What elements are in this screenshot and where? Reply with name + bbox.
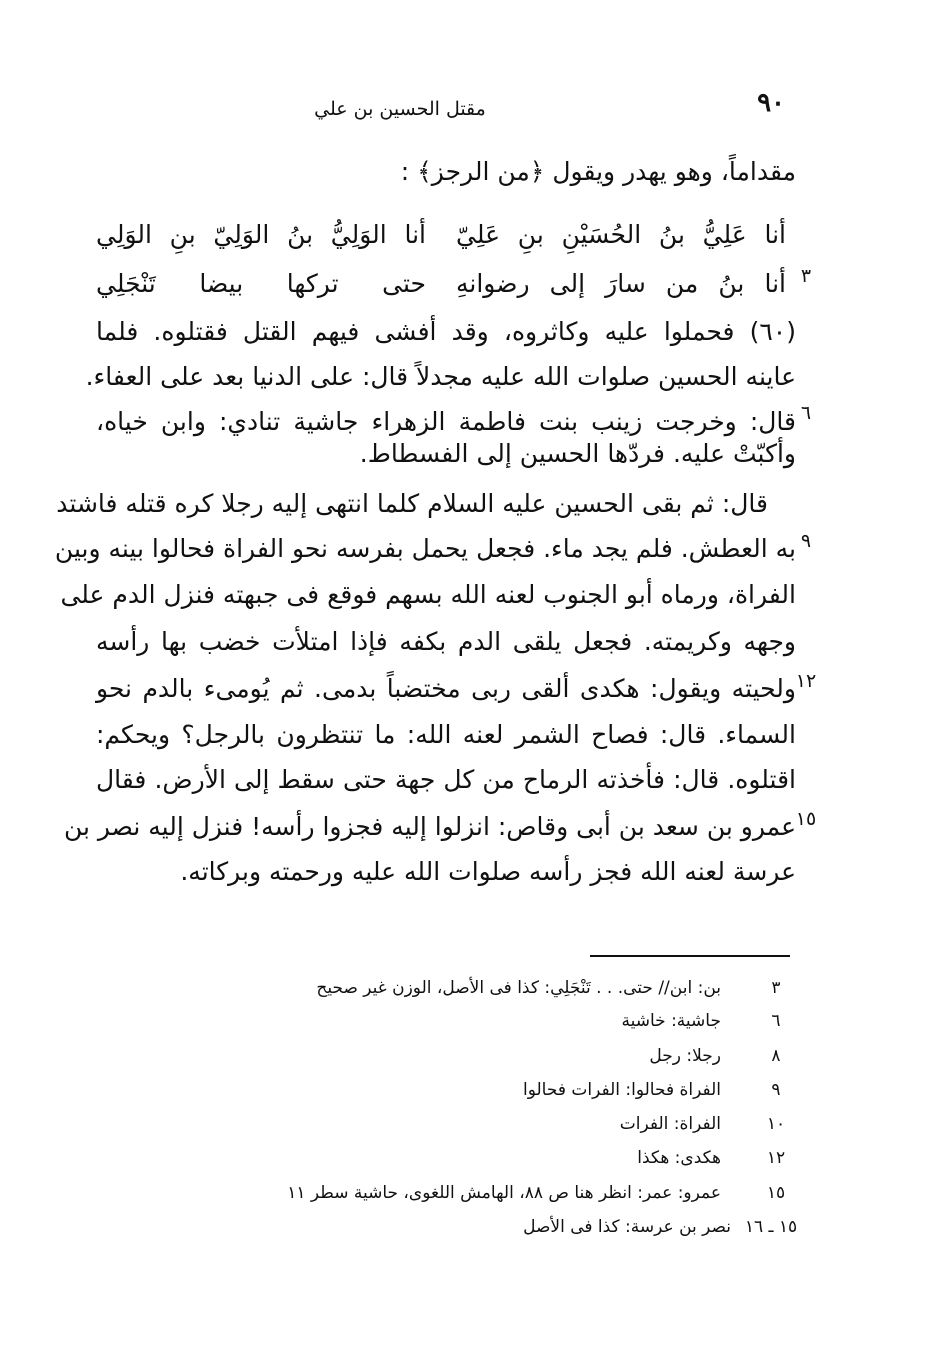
footnote-ref: ٩ bbox=[771, 1080, 781, 1100]
footnote-ref: ١٢ bbox=[766, 1148, 786, 1168]
text-line-3: عاينه الحسين صلوات الله عليه مجدلاً قال: على الدنيا بعد على العفاء. bbox=[85, 362, 796, 391]
footnote-text: نصر بن عرسة: كذا فى الأصل bbox=[523, 1217, 731, 1237]
line-number-9: ٩ bbox=[800, 530, 812, 552]
verse-1-right: أنا عَلِيُّ بنُ الحُسَيْنِ بنِ عَلِيّ bbox=[456, 220, 786, 249]
footnote-ref: ١٥ bbox=[766, 1183, 786, 1203]
text-line-11: السماء. قال: فصاح الشمر لعنه الله: ما تنتظرون بالرجل؟ ويحكم: bbox=[96, 720, 796, 749]
running-title: مقتل الحسين بن علي bbox=[314, 98, 486, 120]
text-line-6: قال: ثم بقى الحسين عليه السلام كلما انتهى إليه رجلا كره قتله فاشتد bbox=[56, 489, 768, 518]
text-line-13: عمرو بن سعد بن أبى وقاص: انزلوا إليه فجزوا رأسه! فنزل إليه نصر بن bbox=[63, 812, 796, 841]
line-number-15: ١٥ bbox=[795, 808, 817, 830]
footnote-text: الفراة: الفرات bbox=[619, 1114, 721, 1134]
footnote-text: بن: ابن// حتى. . . تَنْجَلِي: كذا فى الأصل، الوزن غير صحيح bbox=[316, 978, 721, 998]
text-line-5: وأكبّتْ عليه. فردّها الحسين إلى الفسطاط. bbox=[359, 439, 796, 468]
text-line-12: اقتلوه. قال: فأخذته الرماح من كل جهة حتى سقط إلى الأرض. فقال bbox=[96, 765, 796, 794]
text-line-2: (٦٠) فحملوا عليه وكاثروه، وقد أفشى فيهم القتل فقتلوه. فلما bbox=[96, 317, 796, 346]
footnote-text: هكدى: هكذا bbox=[637, 1148, 721, 1168]
footnote-ref: ٣ bbox=[771, 978, 781, 998]
text-line-4: قال: وخرجت زينب بنت فاطمة الزهراء جاشية تنادي: وابن خياه، bbox=[96, 407, 796, 436]
text-line-7: به العطش. فلم يجد ماء. فجعل يحمل بفرسه نحو الفراة فحالوا بينه وبين bbox=[54, 534, 796, 563]
footnote-text: جاشية: خاشية bbox=[621, 1011, 721, 1031]
footnote-ref: ٨ bbox=[771, 1046, 781, 1066]
verse-1-left: أنا الوَلِيُّ بنُ الوَلِيّ بنِ الوَلِي bbox=[96, 220, 426, 249]
text-line-10: ولحيته ويقول: هكدى ألقى ربى مختضباً بدمى. ثم يُومىء بالدم نحو bbox=[96, 674, 796, 703]
line-number-3: ٣ bbox=[800, 265, 812, 287]
footnote-ref: ٦ bbox=[771, 1011, 781, 1031]
text-line-8: الفراة، ورماه أبو الجنوب لعنه الله بسهم فوقع فى جبهته فنزل الدم على bbox=[60, 580, 796, 609]
footnote-ref: ١٥ ـ ١٦ bbox=[744, 1217, 798, 1237]
text-line-14: عرسة لعنه الله فجز رأسه صلوات الله عليه ورحمته وبركاته. bbox=[180, 857, 796, 886]
text-line-1: مقداماً، وهو يهدر ويقول ﴿من الرجز﴾ : bbox=[400, 157, 796, 186]
line-number-12: ١٢ bbox=[795, 670, 817, 692]
page-number: ٩٠ bbox=[757, 88, 785, 118]
verse-2-left: حتى تركها بيضا تَنْجَلِي bbox=[96, 269, 426, 298]
verse-2-right: أنا بنُ من سارَ إلى رضوانهِ bbox=[456, 269, 786, 298]
footnote-divider bbox=[590, 955, 790, 957]
footnote-text: عمرو: عمر: انظر هنا ص ٨٨، الهامش اللغوى، حاشية سطر ١١ bbox=[287, 1183, 721, 1203]
footnote-text: رجلا: رجل bbox=[649, 1046, 721, 1066]
footnote-text: الفراة فحالوا: الفرات فحالوا bbox=[523, 1080, 721, 1100]
line-number-6: ٦ bbox=[800, 402, 812, 424]
footnote-ref: ١٠ bbox=[766, 1114, 786, 1134]
text-line-9: وجهه وكريمته. فجعل يلقى الدم بكفه فإذا امتلأت خضب بها رأسه bbox=[96, 627, 796, 656]
